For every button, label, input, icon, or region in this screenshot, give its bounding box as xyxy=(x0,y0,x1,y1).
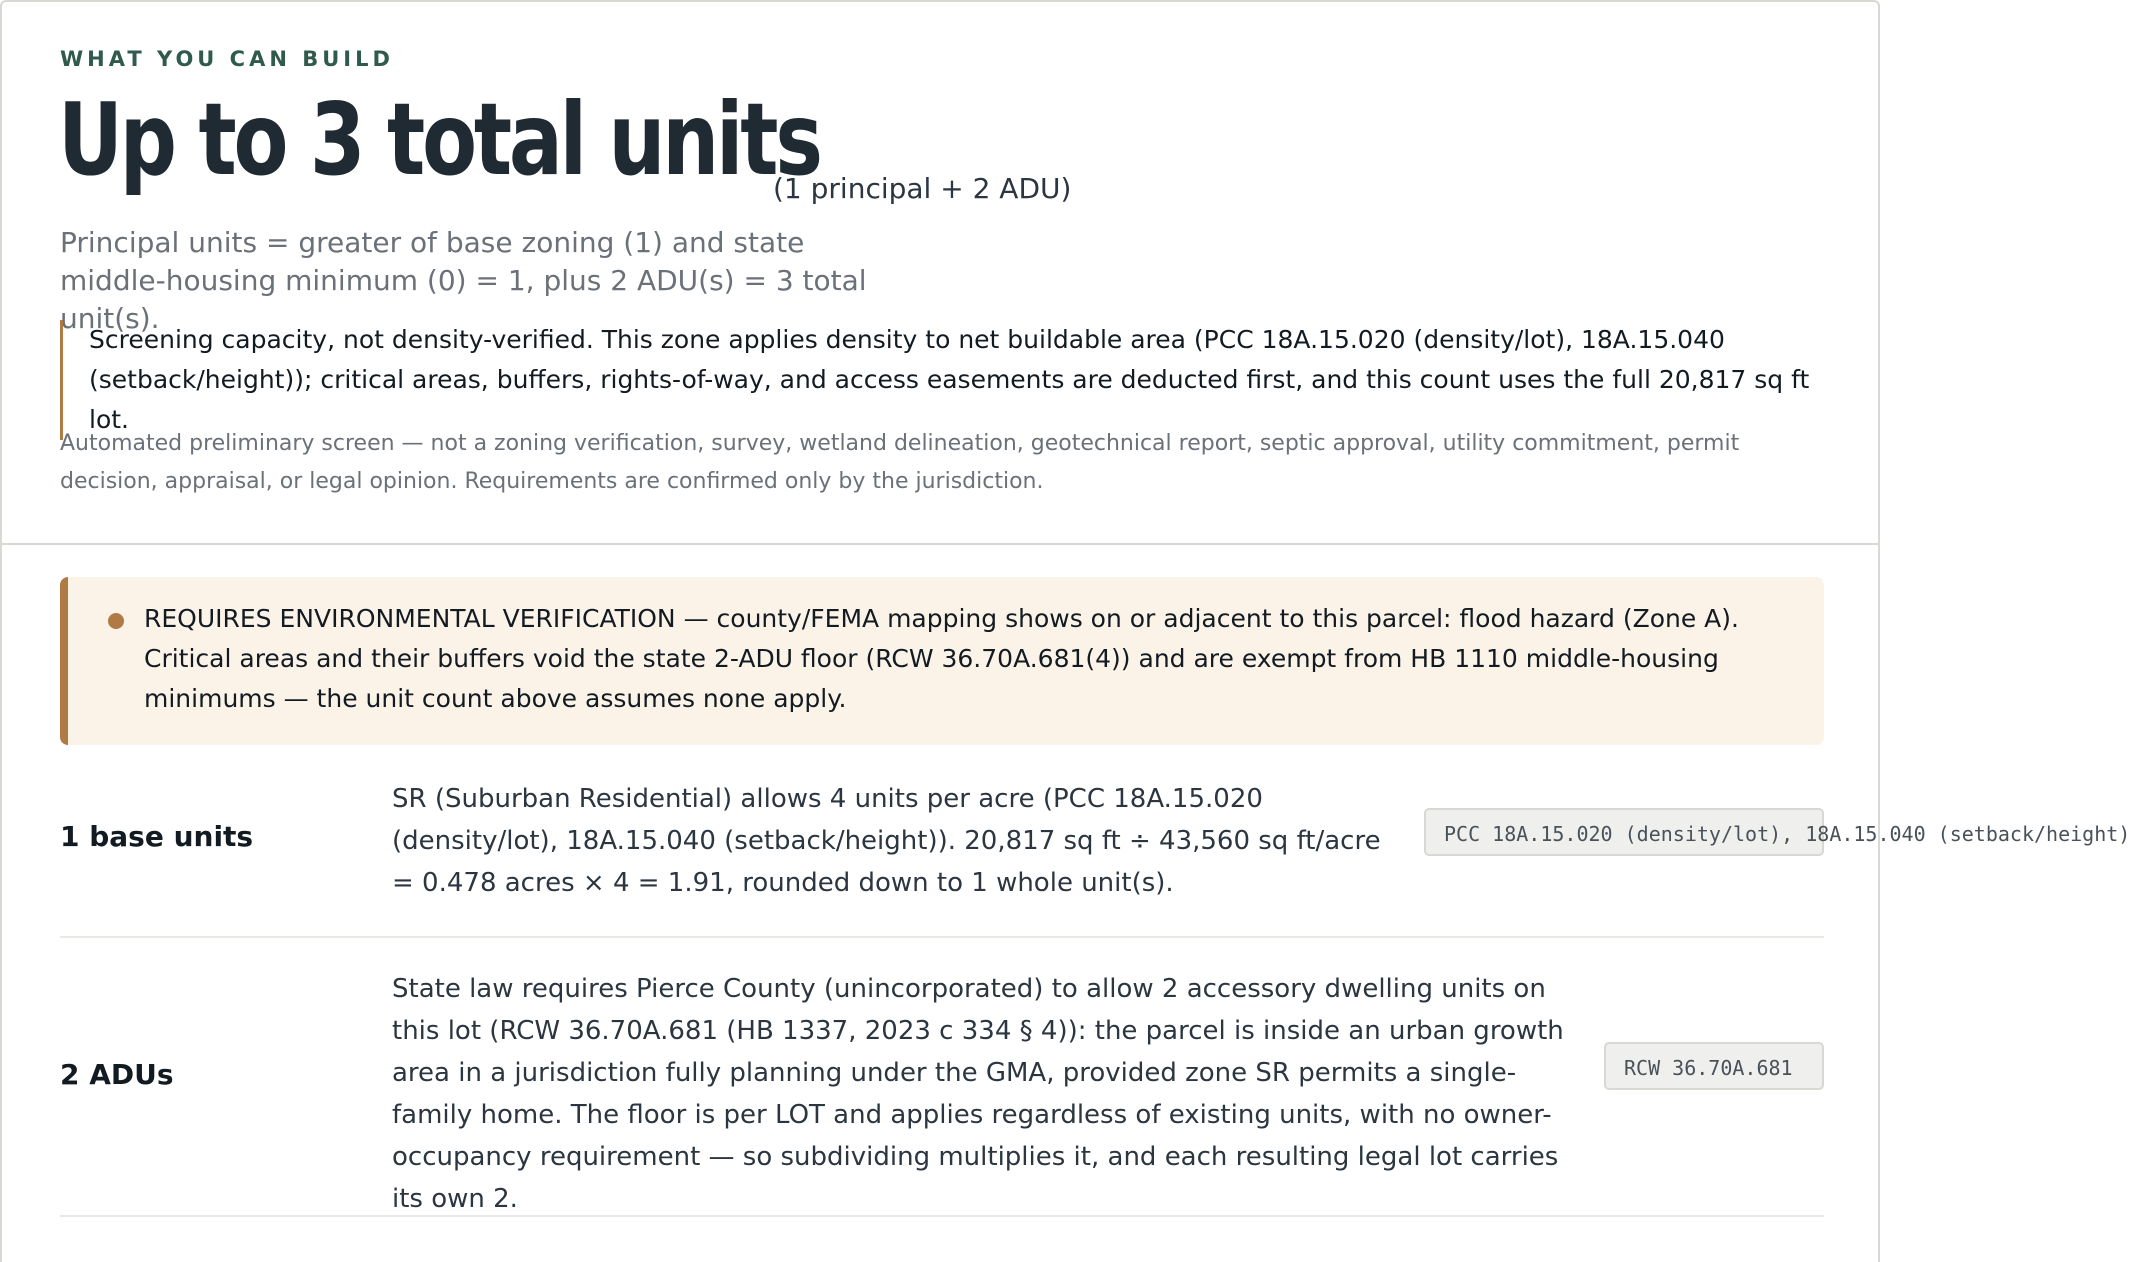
row-label: 1 base units xyxy=(60,820,254,853)
warning-dot-icon xyxy=(108,613,124,629)
citation-badge[interactable]: RCW 36.70A.681 xyxy=(1604,1042,1824,1090)
row-description: SR (Suburban Residential) allows 4 units per acre (PCC 18A.15.020 (density/lot), 18A.15.040 (setback/height)). 20,817 sq ft ÷ 43,560 sq ft/acre = 0.478 acres × 4 = 1.91, rounded down to 1 whole unit(s). xyxy=(392,784,1381,898)
summary-section xyxy=(2,2,1878,545)
headline-total-units: Up to 3 total units xyxy=(58,81,820,198)
screening-callout: Screening capacity, not density-verified. This zone applies density to net buildable area (PCC 18A.15.020 (density/lot), 18A.15.040 (setback/height)); critical areas, buffers, rights-of-way, and access easements are deducted first, and this count uses the full 20,817 sq ft lot. xyxy=(60,320,1849,440)
breakdown-row-base-units xyxy=(60,772,2130,938)
citation-badge[interactable]: PCC 18A.15.020 (density/lot), 18A.15.040 (setback/height) xyxy=(1424,808,1824,856)
headline-breakdown: (1 principal + 2 ADU) xyxy=(773,172,1072,205)
headline xyxy=(58,81,1072,205)
disclaimer-text: Automated preliminary screen — not a zoning verification, survey, wetland delineation, geotechnical report, septic approval, utility commitment, permit decision, appraisal, or legal opinion. Requirements are confirmed only by the jurisdiction. xyxy=(60,431,1740,494)
breakdown-row-adus xyxy=(60,936,1824,1217)
alert-text: REQUIRES ENVIRONMENTAL VERIFICATION — county/FEMA mapping shows on or adjacent to this parcel: flood hazard (Zone A). Critical areas and their buffers void the state 2-ADU floor (RCW 36.70A.681(4)) and are exempt from HB 1110 middle-housing minimums — the unit count above assumes none apply. xyxy=(144,604,1739,713)
section-eyebrow: WHAT YOU CAN BUILD xyxy=(60,47,394,71)
environmental-alert xyxy=(60,577,1824,745)
row-description: State law requires Pierce County (unincorporated) to allow 2 accessory dwelling units on this lot (RCW 36.70A.681 (HB 1337, 2023 c 334 § 4)): the parcel is inside an urban growth area in a jurisdiction fully planning under the GMA, provided zone SR permits a single-family home. The floor is per LOT and applies regardless of existing units, with no owner-occupancy requirement — so subdividing multiplies it, and each resulting legal lot carries its own 2. xyxy=(392,974,1564,1214)
row-label: 2 ADUs xyxy=(60,1058,174,1091)
unit-explanation: Principal units = greater of base zoning (1) and state middle-housing minimum (0) = 1, plus 2 ADU(s) = 3 total unit(s). xyxy=(60,226,867,335)
